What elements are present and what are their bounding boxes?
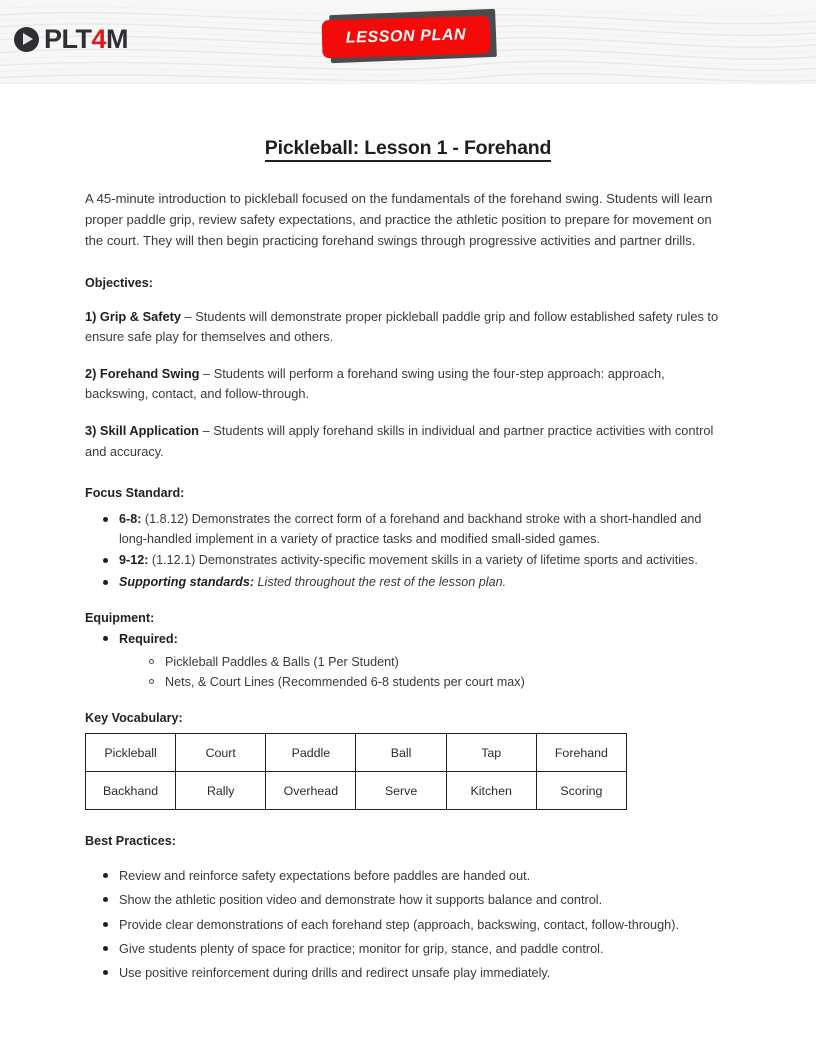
lesson-plan-document <box>0 137 816 983</box>
table-cell: Forehand <box>536 734 626 772</box>
table-cell: Ball <box>356 734 446 772</box>
table-cell: Overhead <box>266 772 356 810</box>
plt4m-logo[interactable] <box>14 22 128 56</box>
page-title <box>85 137 731 160</box>
table-cell: Tap <box>446 734 536 772</box>
list-item: Nets, & Court Lines (Recommended 6-8 students per court max) <box>165 672 731 692</box>
objective-item <box>85 364 731 404</box>
objective-item <box>85 307 731 347</box>
equipment-heading: Equipment: <box>85 611 155 626</box>
table-cell: Serve <box>356 772 446 810</box>
logo-text-accent: 4 <box>91 23 107 54</box>
list-item: Give students plenty of space for practice; monitor for grip, stance, and paddle control. <box>119 939 731 959</box>
table-cell: Paddle <box>266 734 356 772</box>
badge-red-banner <box>322 16 491 59</box>
equipment-required-list <box>119 652 731 693</box>
list-item <box>119 629 731 692</box>
badge-label: LESSON PLAN <box>345 26 467 47</box>
list-item <box>119 551 731 571</box>
focus-standard-heading: Focus Standard: <box>85 485 185 500</box>
table-row <box>86 772 627 810</box>
objective-label: 2) Forehand Swing <box>85 366 200 382</box>
lesson-plan-badge <box>322 10 502 66</box>
focus-standard-list <box>85 510 731 593</box>
equipment-required-label: Required: <box>119 632 178 647</box>
objectives-heading: Objectives: <box>85 275 153 290</box>
play-circle-icon <box>14 27 39 52</box>
table-cell: Scoring <box>536 772 626 810</box>
table-cell: Pickleball <box>86 734 176 772</box>
logo-text-prefix: PLT <box>44 23 92 54</box>
list-item <box>119 510 731 549</box>
list-item <box>119 573 731 593</box>
equipment-list <box>85 629 731 692</box>
list-item: Use positive reinforcement during drills and redirect unsafe play immediately. <box>119 963 731 983</box>
key-vocabulary-heading: Key Vocabulary: <box>85 711 183 726</box>
objective-text: – Students will perform a forehand swing using the four-step approach: approach, backswing, contact, and follow-through. <box>85 366 665 402</box>
list-item: Review and reinforce safety expectations before paddles are handed out. <box>119 866 731 886</box>
standard-label: 6-8: <box>119 511 142 526</box>
best-practices-heading: Best Practices: <box>85 834 177 849</box>
list-item: Provide clear demonstrations of each forehand step (approach, backswing, contact, follow-through). <box>119 915 731 935</box>
objective-text: – Students will demonstrate proper pickleball paddle grip and follow established safety rules to ensure safe play for themselves and others. <box>85 308 719 344</box>
standard-label: Supporting standards: <box>119 574 255 589</box>
table-cell: Court <box>176 734 266 772</box>
table-cell: Kitchen <box>446 772 536 810</box>
list-item: Pickleball Paddles & Balls (1 Per Student) <box>165 652 731 672</box>
logo-wordmark <box>44 23 129 54</box>
key-vocabulary-table <box>85 733 627 810</box>
objective-item <box>85 421 731 461</box>
logo-text-suffix: M <box>106 23 129 54</box>
list-item: Show the athletic position video and demonstrate how it supports balance and control. <box>119 890 731 910</box>
table-cell: Rally <box>176 772 266 810</box>
objective-label: 1) Grip & Safety <box>85 308 182 324</box>
objective-text: – Students will apply forehand skills in individual and partner practice activities with control and accuracy. <box>85 423 714 459</box>
page-header <box>0 0 816 84</box>
intro-paragraph: A 45-minute introduction to pickleball focused on the fundamentals of the forehand swing. Students will learn proper paddle grip, review safety expectations, and practice the athletic position to prepare for movement on the court. They will then begin practicing forehand swings through progressive activities and partner drills. <box>85 191 713 249</box>
table-row <box>86 734 627 772</box>
table-cell: Backhand <box>86 772 176 810</box>
standard-text: Listed throughout the rest of the lesson plan. <box>254 574 507 589</box>
page-title-text: Pickleball: Lesson 1 - Forehand <box>265 137 551 162</box>
objective-label: 3) Skill Application <box>85 423 200 439</box>
standard-label: 9-12: <box>119 553 149 568</box>
standard-text: (1.8.12) Demonstrates the correct form of a forehand and backhand stroke with a short-handled and long-handled implement in a variety of practice tasks and modified small-sided games. <box>119 511 702 546</box>
standard-text: (1.12.1) Demonstrates activity-specific movement skills in a variety of lifetime sports and activities. <box>148 553 698 568</box>
best-practices-list <box>85 866 731 982</box>
